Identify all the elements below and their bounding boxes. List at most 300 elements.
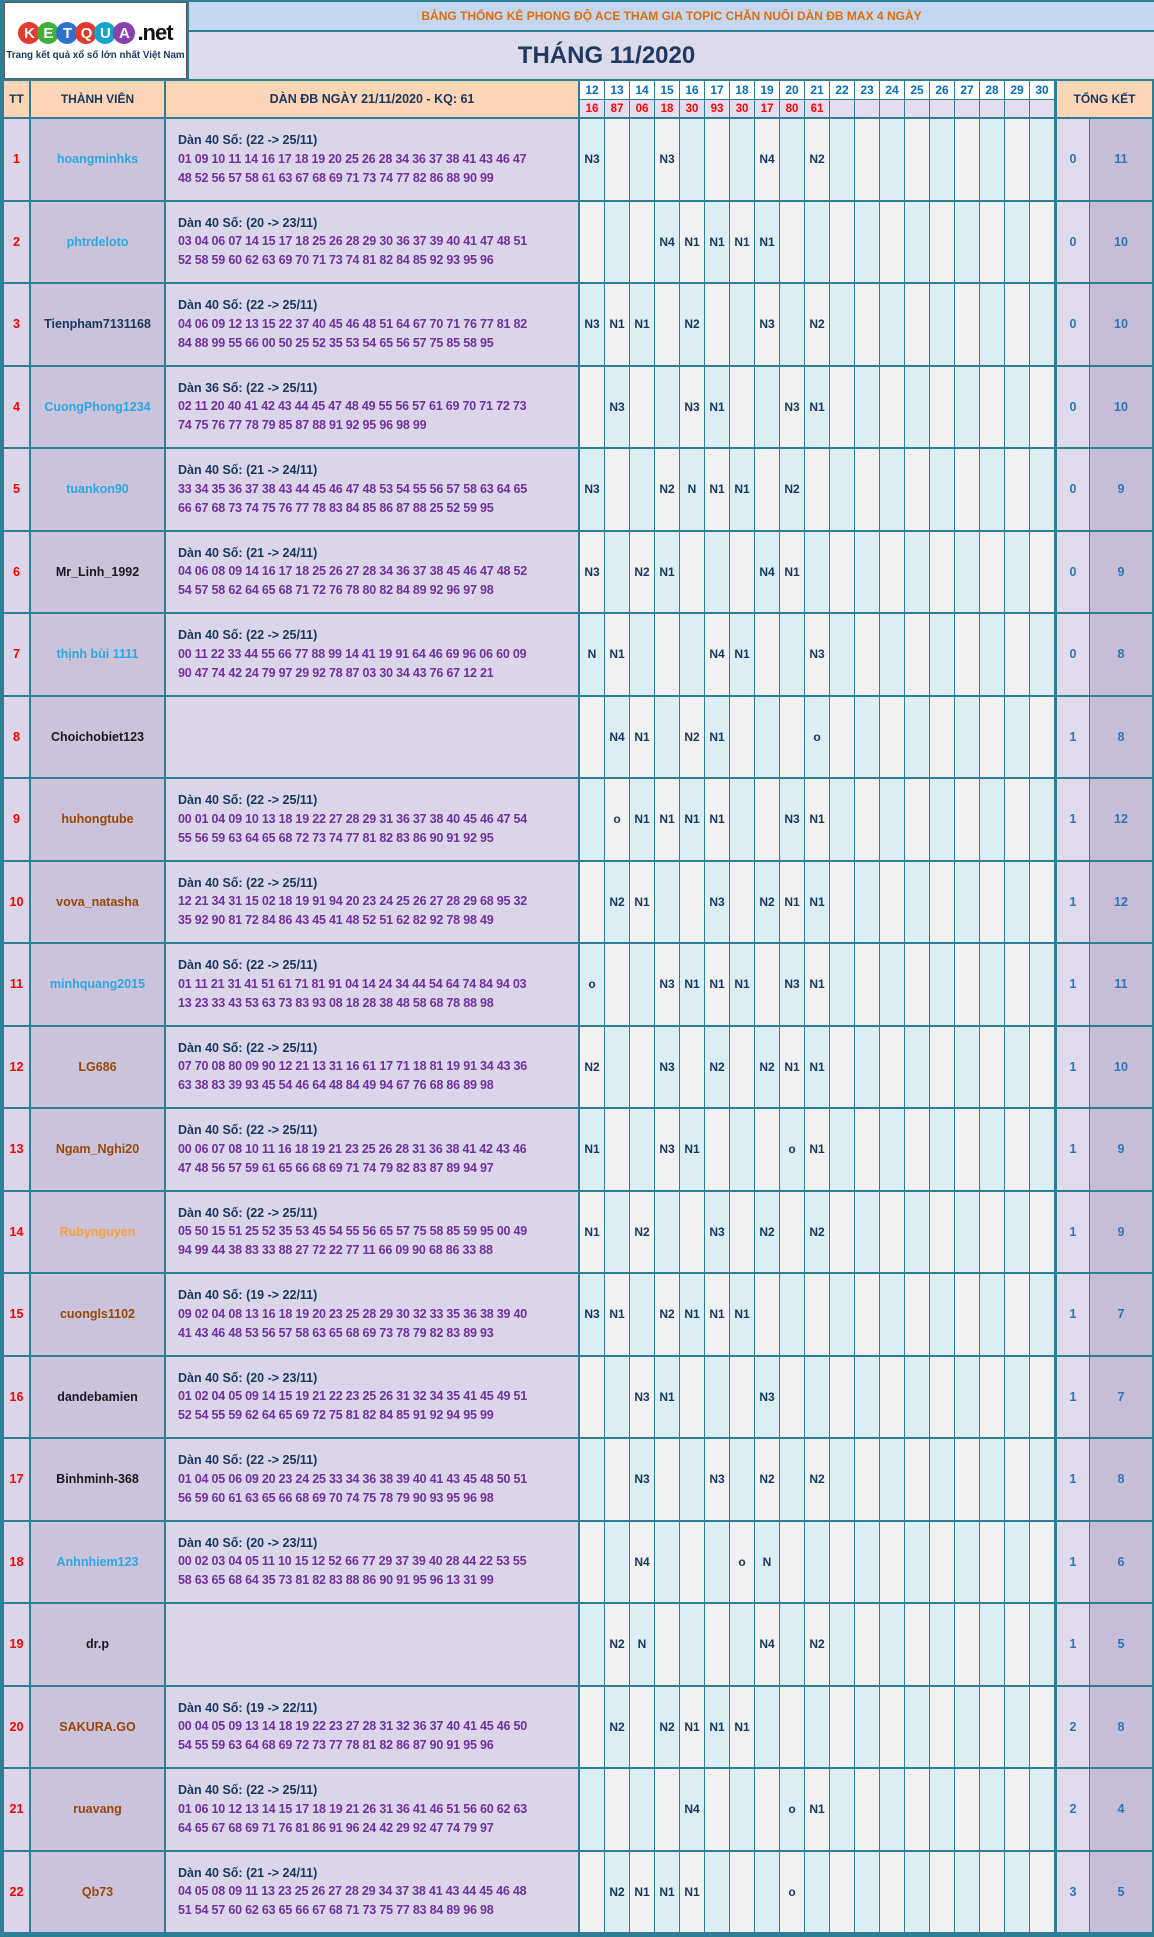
dan-title: Dàn 40 Số: (22 -> 25/11) <box>178 1205 318 1220</box>
mark-cell <box>680 1357 705 1438</box>
member-name[interactable]: thịnh bùi 1111 <box>31 614 166 695</box>
mark-cell <box>755 367 780 448</box>
mark-cell <box>830 1192 855 1273</box>
tong-ket-col2-value: 8 <box>1090 1439 1154 1520</box>
date-results-row <box>580 100 1055 117</box>
mark-cell <box>730 1604 755 1685</box>
mark-cell <box>1030 779 1055 860</box>
mark-cell <box>880 119 905 200</box>
mark-cell <box>880 862 905 943</box>
dan-title: Dàn 40 Số: (22 -> 25/11) <box>178 628 318 643</box>
mark-cell <box>705 1522 730 1603</box>
dan-numbers-cell <box>166 1604 580 1685</box>
mark-cell: N1 <box>580 1109 605 1190</box>
mark-cell <box>855 944 880 1025</box>
mark-cell <box>1030 1274 1055 1355</box>
date-result-value <box>905 100 930 117</box>
mark-cell: o <box>730 1522 755 1603</box>
mark-cell <box>1030 1604 1055 1685</box>
mark-cell <box>905 1274 930 1355</box>
mark-cell <box>980 862 1005 943</box>
mark-cell <box>830 944 855 1025</box>
mark-cell <box>855 614 880 695</box>
mark-cell <box>1005 1687 1030 1768</box>
mark-cell <box>880 1439 905 1520</box>
member-name[interactable]: dr.p <box>31 1604 166 1685</box>
table-row <box>4 1357 1154 1440</box>
mark-cell <box>680 862 705 943</box>
member-name[interactable]: Tienpham7131168 <box>31 284 166 365</box>
mark-cell: o <box>780 1109 805 1190</box>
dan-numbers-line: 33 34 35 36 37 38 43 44 45 46 47 48 53 54 55 56 57 58 63 64 65 <box>178 481 528 496</box>
mark-cell <box>605 944 630 1025</box>
dan-title: Dàn 40 Số: (20 -> 23/11) <box>178 215 318 230</box>
mark-cell <box>905 1604 930 1685</box>
logo-letter-icon: E <box>37 22 59 44</box>
mark-cell <box>880 1192 905 1273</box>
dan-numbers-cell <box>166 1192 580 1273</box>
tong-ket-col1-value: 0 <box>1055 449 1090 530</box>
table-row <box>4 1027 1154 1110</box>
mark-cell <box>605 202 630 283</box>
mark-cell: N2 <box>605 1604 630 1685</box>
dan-title: Dàn 40 Số: (22 -> 25/11) <box>178 793 318 808</box>
mark-cell <box>680 614 705 695</box>
header-right <box>187 2 1154 79</box>
dan-numbers-cell <box>166 449 580 530</box>
tong-ket-col2-value: 12 <box>1090 779 1154 860</box>
mark-cell <box>855 202 880 283</box>
mark-cell <box>955 614 980 695</box>
mark-cell <box>755 697 780 778</box>
tong-ket-col2-value: 10 <box>1090 202 1154 283</box>
mark-cell: N1 <box>630 697 655 778</box>
mark-cell <box>955 1852 980 1933</box>
member-name[interactable]: LG686 <box>31 1027 166 1108</box>
row-number: 11 <box>4 944 31 1025</box>
mark-cell: N1 <box>680 202 705 283</box>
mark-cell <box>905 202 930 283</box>
mark-cell <box>880 532 905 613</box>
mark-cell <box>880 944 905 1025</box>
row-number: 21 <box>4 1769 31 1850</box>
mark-cell <box>1005 532 1030 613</box>
mark-cell <box>855 1522 880 1603</box>
mark-cell <box>980 284 1005 365</box>
mark-cell <box>930 1687 955 1768</box>
tong-ket-col1-value: 0 <box>1055 119 1090 200</box>
row-number: 14 <box>4 1192 31 1273</box>
dan-numbers-line: 00 04 05 09 13 14 18 19 22 23 27 28 31 32 36 37 40 41 45 46 50 <box>178 1719 528 1734</box>
member-name[interactable]: Ngam_Nghi20 <box>31 1109 166 1190</box>
dan-numbers-line: 01 11 21 31 41 51 61 71 81 91 04 14 24 34 44 54 64 74 84 94 03 <box>178 976 527 991</box>
mark-cell <box>855 284 880 365</box>
member-name[interactable]: Rubynguyen <box>31 1192 166 1273</box>
mark-cell <box>905 367 930 448</box>
tong-ket-col2-value: 5 <box>1090 1852 1154 1933</box>
mark-cell <box>980 449 1005 530</box>
mark-cell <box>580 1522 605 1603</box>
tong-ket-col1-value: 1 <box>1055 1192 1090 1273</box>
date-column-header: 26 <box>930 81 955 100</box>
mark-cell <box>580 367 605 448</box>
mark-cell <box>805 1274 830 1355</box>
column-header-dan: DÀN ĐB NGÀY 21/11/2020 - KQ: 61 <box>166 81 580 117</box>
date-result-value: 61 <box>805 100 830 117</box>
row-number: 19 <box>4 1604 31 1685</box>
dan-numbers-line: 01 02 04 05 09 14 15 19 21 22 23 25 26 31 32 34 35 41 45 49 51 <box>178 1389 528 1404</box>
date-result-value <box>955 100 980 117</box>
member-name[interactable]: tuankon90 <box>31 449 166 530</box>
tong-ket-col2-value: 10 <box>1090 1027 1154 1108</box>
mark-cell <box>905 944 930 1025</box>
dan-numbers-line: 54 57 58 62 64 65 68 71 72 76 78 80 82 84 89 92 96 97 98 <box>178 583 494 598</box>
row-number: 2 <box>4 202 31 283</box>
row-number: 6 <box>4 532 31 613</box>
mark-cell <box>580 779 605 860</box>
dan-numbers-line: 07 70 08 80 09 90 12 21 13 31 16 61 17 71 18 81 19 91 34 43 36 <box>178 1059 528 1074</box>
member-name[interactable]: Mr_Linh_1992 <box>31 532 166 613</box>
date-result-value <box>830 100 855 117</box>
mark-cell <box>980 614 1005 695</box>
mark-cell: N2 <box>680 697 705 778</box>
mark-cell: N2 <box>705 1027 730 1108</box>
mark-cell <box>1005 1027 1030 1108</box>
mark-cell: N2 <box>630 532 655 613</box>
dan-numbers-line: 05 50 15 51 25 52 35 53 45 54 55 56 65 57 75 58 85 59 95 00 49 <box>178 1224 528 1239</box>
mark-cell <box>1005 284 1030 365</box>
mark-cell: N3 <box>705 862 730 943</box>
mark-cell: N1 <box>705 1274 730 1355</box>
mark-cell <box>755 779 780 860</box>
mark-cell <box>730 1439 755 1520</box>
mark-cell <box>855 119 880 200</box>
mark-cell <box>930 1357 955 1438</box>
mark-cell <box>880 779 905 860</box>
mark-cell <box>655 1192 680 1273</box>
mark-cell <box>855 1274 880 1355</box>
dan-numbers-cell <box>166 697 580 778</box>
mark-cell: N1 <box>680 1109 705 1190</box>
mark-cell: N1 <box>605 614 630 695</box>
dan-numbers-cell <box>166 1852 580 1933</box>
mark-cell <box>705 1852 730 1933</box>
date-result-value: 80 <box>780 100 805 117</box>
mark-cell: N <box>580 614 605 695</box>
date-result-value: 93 <box>705 100 730 117</box>
mark-cell <box>980 1027 1005 1108</box>
mark-cell: N2 <box>605 1852 630 1933</box>
mark-cell <box>980 202 1005 283</box>
mark-cell: N1 <box>805 1027 830 1108</box>
mark-cell <box>605 1769 630 1850</box>
dan-numbers-line: 51 54 57 60 62 63 65 66 67 68 71 73 75 77 83 84 89 96 98 <box>178 1903 494 1918</box>
dan-numbers-line: 47 48 56 57 59 61 65 66 68 69 71 74 79 82 83 87 89 94 97 <box>178 1160 494 1175</box>
mark-cell: N2 <box>780 449 805 530</box>
table-row <box>4 1439 1154 1522</box>
row-number: 12 <box>4 1027 31 1108</box>
mark-cell: N1 <box>805 862 830 943</box>
tong-ket-col2-value: 8 <box>1090 1687 1154 1768</box>
site-logo[interactable] <box>4 2 187 79</box>
mark-cell <box>930 779 955 860</box>
dan-numbers-line: 04 06 09 12 13 15 22 37 40 45 46 48 51 64 67 70 71 76 77 81 82 <box>178 316 528 331</box>
member-name[interactable]: CuongPhong1234 <box>31 367 166 448</box>
tong-ket-col1-value: 1 <box>1055 1274 1090 1355</box>
member-name[interactable]: dandebamien <box>31 1357 166 1438</box>
dan-title: Dàn 40 Số: (21 -> 24/11) <box>178 545 318 560</box>
mark-cell <box>930 1522 955 1603</box>
month-title: THÁNG 11/2020 <box>189 32 1154 79</box>
date-result-value: 06 <box>630 100 655 117</box>
mark-cell: N4 <box>705 614 730 695</box>
mark-cell <box>805 1852 830 1933</box>
mark-cell <box>1030 119 1055 200</box>
mark-cell: N2 <box>630 1192 655 1273</box>
mark-cell <box>855 449 880 530</box>
tong-ket-col2-value: 11 <box>1090 119 1154 200</box>
mark-cell <box>605 1027 630 1108</box>
date-result-value <box>1030 100 1055 117</box>
date-column-header: 16 <box>680 81 705 100</box>
mark-cell <box>1030 284 1055 365</box>
date-column-header: 23 <box>855 81 880 100</box>
member-name[interactable]: huhongtube <box>31 779 166 860</box>
mark-cell <box>880 367 905 448</box>
logo-letter-icon: K <box>18 22 40 44</box>
mark-cell <box>830 1274 855 1355</box>
date-result-value: 17 <box>755 100 780 117</box>
mark-cell <box>955 1192 980 1273</box>
tong-ket-col2-value: 5 <box>1090 1604 1154 1685</box>
mark-cell <box>855 697 880 778</box>
table-row <box>4 944 1154 1027</box>
member-name[interactable]: phtrdeloto <box>31 202 166 283</box>
mark-cell <box>605 1439 630 1520</box>
dan-numbers-line: 00 06 07 08 10 11 16 18 19 21 23 25 26 28 31 36 38 41 42 43 46 <box>178 1141 527 1156</box>
mark-cell <box>830 1027 855 1108</box>
mark-cell <box>880 1687 905 1768</box>
mark-cell <box>680 119 705 200</box>
mark-cell <box>1030 697 1055 778</box>
mark-cell <box>655 284 680 365</box>
date-result-value: 18 <box>655 100 680 117</box>
mark-cell <box>1005 202 1030 283</box>
dan-numbers-cell <box>166 1109 580 1190</box>
tong-ket-col2-value: 10 <box>1090 367 1154 448</box>
row-number: 10 <box>4 862 31 943</box>
tong-ket-col1-value: 2 <box>1055 1687 1090 1768</box>
mark-cell <box>780 119 805 200</box>
tong-ket-col1-value: 1 <box>1055 944 1090 1025</box>
member-name[interactable]: Choichobiet123 <box>31 697 166 778</box>
member-name[interactable]: Qb73 <box>31 1852 166 1933</box>
dan-title: Dàn 40 Số: (20 -> 23/11) <box>178 1370 318 1385</box>
mark-cell: N3 <box>655 119 680 200</box>
table-row <box>4 119 1154 202</box>
dan-numbers-cell <box>166 1357 580 1438</box>
tong-ket-col2-value: 9 <box>1090 1109 1154 1190</box>
member-name[interactable]: hoangminhks <box>31 119 166 200</box>
mark-cell <box>955 284 980 365</box>
mark-cell: N2 <box>805 119 830 200</box>
mark-cell <box>780 1439 805 1520</box>
tong-ket-col2-value: 4 <box>1090 1769 1154 1850</box>
mark-cell <box>905 284 930 365</box>
dan-numbers-line: 90 47 74 42 24 79 97 29 92 78 87 03 30 34 43 76 67 12 21 <box>178 665 494 680</box>
mark-cell <box>1030 1687 1055 1768</box>
mark-cell <box>955 944 980 1025</box>
mark-cell <box>1005 1604 1030 1685</box>
member-name[interactable]: cuongls1102 <box>31 1274 166 1355</box>
table-row <box>4 862 1154 945</box>
mark-cell <box>880 1109 905 1190</box>
mark-cell <box>780 1687 805 1768</box>
dan-title: Dàn 36 Số: (22 -> 25/11) <box>178 380 318 395</box>
mark-cell <box>830 1687 855 1768</box>
mark-cell <box>755 1687 780 1768</box>
mark-cell: o <box>780 1769 805 1850</box>
mark-cell: N3 <box>705 1192 730 1273</box>
mark-cell <box>880 1274 905 1355</box>
mark-cell <box>830 1439 855 1520</box>
mark-cell <box>880 697 905 778</box>
mark-cell: N1 <box>655 779 680 860</box>
mark-cell <box>605 1192 630 1273</box>
mark-cell <box>730 862 755 943</box>
date-column-header: 13 <box>605 81 630 100</box>
mark-cell <box>955 1769 980 1850</box>
date-result-value: 16 <box>580 100 605 117</box>
mark-cell <box>655 1439 680 1520</box>
date-column-header: 25 <box>905 81 930 100</box>
mark-cell <box>805 202 830 283</box>
mark-cell <box>780 614 805 695</box>
table-row <box>4 449 1154 532</box>
tong-ket-col1-value: 0 <box>1055 532 1090 613</box>
mark-cell: N3 <box>780 779 805 860</box>
mark-cell <box>930 1604 955 1685</box>
mark-cell: N3 <box>755 1357 780 1438</box>
dan-numbers-line: 04 06 08 09 14 16 17 18 25 26 27 28 34 36 37 38 45 46 47 48 52 <box>178 564 528 579</box>
mark-cell <box>580 1852 605 1933</box>
mark-cell <box>930 1769 955 1850</box>
logo-tagline: Trang kết quả xổ số lớn nhất Việt Nam <box>6 50 185 61</box>
mark-cell <box>1030 1852 1055 1933</box>
table-row <box>4 1192 1154 1275</box>
mark-cell <box>580 202 605 283</box>
mark-cell <box>730 119 755 200</box>
mark-cell: N1 <box>705 779 730 860</box>
mark-cell <box>930 614 955 695</box>
table-row <box>4 1522 1154 1605</box>
member-name[interactable]: Binhminh-368 <box>31 1439 166 1520</box>
tong-ket-col1-value: 1 <box>1055 1027 1090 1108</box>
dan-numbers-line: 74 75 76 77 78 79 85 87 88 91 92 95 96 98 99 <box>178 418 427 433</box>
member-name[interactable]: vova_natasha <box>31 862 166 943</box>
tong-ket-col2-value: 9 <box>1090 449 1154 530</box>
mark-cell: N1 <box>630 862 655 943</box>
dan-numbers-line: 66 67 68 73 74 75 76 77 78 83 84 85 86 87 88 25 52 59 95 <box>178 500 494 515</box>
member-name[interactable]: minhquang2015 <box>31 944 166 1025</box>
tong-ket-col2-value: 8 <box>1090 697 1154 778</box>
member-name[interactable]: Anhnhiem123 <box>31 1522 166 1603</box>
logo-letter-icon: A <box>113 22 135 44</box>
column-header-total: TỔNG KẾT <box>1055 81 1154 117</box>
mark-cell <box>1005 1439 1030 1520</box>
dan-numbers-line: 64 65 67 68 69 71 76 81 86 91 96 24 42 29 92 47 74 79 97 <box>178 1820 494 1835</box>
mark-cell <box>755 614 780 695</box>
mark-cell <box>780 202 805 283</box>
mark-cell: N3 <box>630 1357 655 1438</box>
mark-cell: N1 <box>805 944 830 1025</box>
mark-cell: N1 <box>680 779 705 860</box>
mark-cell <box>780 284 805 365</box>
table-row <box>4 1852 1154 1935</box>
tong-ket-col1-value: 1 <box>1055 1522 1090 1603</box>
dan-numbers-line: 55 56 59 63 64 65 68 72 73 74 77 81 82 83 86 90 91 92 95 <box>178 830 494 845</box>
mark-cell: N3 <box>580 1274 605 1355</box>
row-number: 18 <box>4 1522 31 1603</box>
dan-numbers-cell <box>166 862 580 943</box>
row-number: 3 <box>4 284 31 365</box>
date-result-value <box>855 100 880 117</box>
tong-ket-col1-value: 1 <box>1055 1604 1090 1685</box>
mark-cell: N <box>755 1522 780 1603</box>
mark-cell <box>1030 1027 1055 1108</box>
mark-cell: N1 <box>805 367 830 448</box>
mark-cell: N4 <box>605 697 630 778</box>
member-name[interactable]: ruavang <box>31 1769 166 1850</box>
mark-cell <box>955 202 980 283</box>
mark-cell: N3 <box>580 284 605 365</box>
member-name[interactable]: SAKURA.GO <box>31 1687 166 1768</box>
mark-cell <box>805 1357 830 1438</box>
mark-cell: N3 <box>580 449 605 530</box>
mark-cell <box>1030 202 1055 283</box>
dan-title: Dàn 40 Số: (22 -> 25/11) <box>178 133 318 148</box>
table-row <box>4 532 1154 615</box>
date-column-header: 12 <box>580 81 605 100</box>
mark-cell: N1 <box>655 1357 680 1438</box>
mark-cell <box>655 1522 680 1603</box>
mark-cell <box>1030 862 1055 943</box>
dan-numbers-cell <box>166 944 580 1025</box>
mark-cell: N1 <box>705 944 730 1025</box>
mark-cell <box>830 697 855 778</box>
mark-cell <box>1005 367 1030 448</box>
mark-cell: N1 <box>780 532 805 613</box>
dan-numbers-line: 58 63 65 68 64 35 73 81 82 83 88 86 90 91 95 96 13 31 99 <box>178 1573 494 1588</box>
dan-numbers-line: 00 01 04 09 10 13 18 19 22 27 28 29 31 36 37 38 40 45 46 47 54 <box>178 811 528 826</box>
row-number: 13 <box>4 1109 31 1190</box>
mark-cell <box>580 697 605 778</box>
mark-cell <box>905 697 930 778</box>
mark-cell <box>955 449 980 530</box>
mark-cell <box>980 532 1005 613</box>
dan-numbers-cell <box>166 1687 580 1768</box>
mark-cell <box>605 1522 630 1603</box>
mark-cell <box>930 367 955 448</box>
mark-cell <box>905 1439 930 1520</box>
mark-cell <box>980 779 1005 860</box>
mark-cell <box>930 1109 955 1190</box>
mark-cell <box>980 1604 1005 1685</box>
table-row <box>4 614 1154 697</box>
mark-cell <box>830 614 855 695</box>
date-column-header: 20 <box>780 81 805 100</box>
mark-cell <box>955 1604 980 1685</box>
